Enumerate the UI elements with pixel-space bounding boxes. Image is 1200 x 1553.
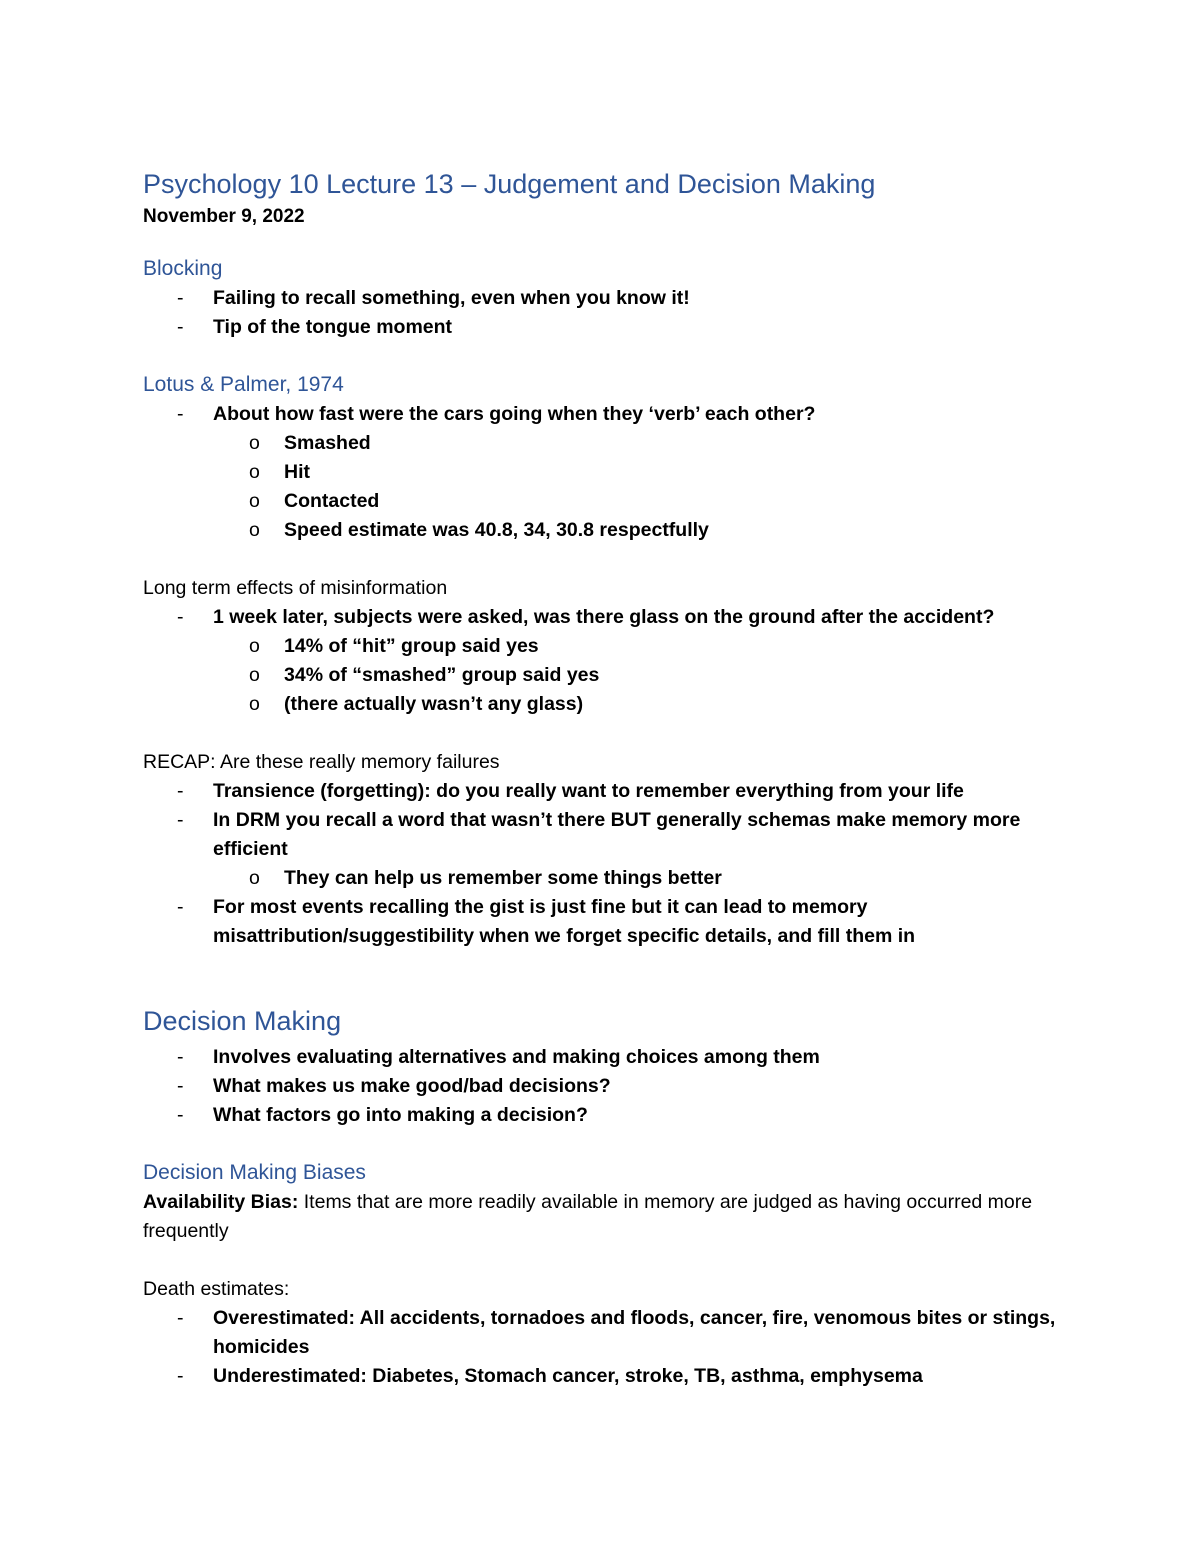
dash-bullet: - <box>177 1104 184 1126</box>
heading-long-term-effects: Long term effects of misinformation <box>143 577 448 599</box>
dash-bullet: - <box>177 403 184 425</box>
document-body <box>143 166 1073 1391</box>
dash-bullet: - <box>177 809 184 831</box>
dash-bullet: - <box>177 606 184 628</box>
circle-bullet: o <box>249 693 260 715</box>
list-item: - Involves evaluating alternatives and making choices among them <box>143 1043 1073 1072</box>
death-estimates-list <box>143 1304 1073 1391</box>
availability-bias-label: Availability Bias: <box>143 1191 299 1213</box>
dash-bullet: - <box>177 1307 184 1329</box>
lotus-list <box>143 400 1073 545</box>
sub-list-item: o 34% of “smashed” group said yes <box>213 661 1073 690</box>
circle-bullet: o <box>249 490 260 512</box>
dash-bullet: - <box>177 780 184 802</box>
dash-bullet: - <box>177 1365 184 1387</box>
sub-list-item: o Hit <box>213 458 1073 487</box>
availability-bias-text: Items that are more readily available in memory are judged as having occurred more frequently <box>143 1191 1033 1242</box>
circle-bullet: o <box>249 519 260 541</box>
list-item: - What makes us make good/bad decisions? <box>143 1072 1073 1101</box>
list-item: - 1 week later, subjects were asked, was there glass on the ground after the accident? o 14% of “hit” group said yes o 34% of “smashed” group said yes o (there actually wasn’t any glass) <box>143 603 1073 719</box>
lotus-sublist <box>213 429 1073 545</box>
recap-list <box>143 777 1073 951</box>
heading-death-estimates: Death estimates: <box>143 1278 290 1300</box>
heading-blocking: Blocking <box>143 257 223 280</box>
list-item: - Underestimated: Diabetes, Stomach cancer, stroke, TB, asthma, emphysema <box>143 1362 1073 1391</box>
list-item: - Failing to recall something, even when you know it! <box>143 284 1073 313</box>
list-item: - What factors go into making a decision? <box>143 1101 1073 1130</box>
dash-bullet: - <box>177 1046 184 1068</box>
dash-bullet: - <box>177 1075 184 1097</box>
blocking-list <box>143 284 1073 342</box>
recap-sublist <box>213 864 1073 893</box>
dash-bullet: - <box>177 896 184 918</box>
availability-bias-paragraph <box>143 1188 1073 1246</box>
heading-lotus-palmer: Lotus & Palmer, 1974 <box>143 373 344 396</box>
heading-decision-biases: Decision Making Biases <box>143 1161 366 1184</box>
circle-bullet: o <box>249 461 260 483</box>
heading-decision-making: Decision Making <box>143 1006 342 1036</box>
sub-list-item: o They can help us remember some things better <box>213 864 1073 893</box>
circle-bullet: o <box>249 664 260 686</box>
list-item: - In DRM you recall a word that wasn’t there BUT generally schemas make memory more efficient o They can help us remember some things better <box>143 806 1073 893</box>
page-title: Psychology 10 Lecture 13 – Judgement and Decision Making <box>143 169 876 199</box>
heading-recap: RECAP: Are these really memory failures <box>143 751 500 773</box>
list-item: - Tip of the tongue moment <box>143 313 1073 342</box>
sub-list-item: o Smashed <box>213 429 1073 458</box>
list-item: - Overestimated: All accidents, tornadoes and floods, cancer, fire, venomous bites or stings, homicides <box>143 1304 1073 1362</box>
circle-bullet: o <box>249 867 260 889</box>
circle-bullet: o <box>249 432 260 454</box>
sub-list-item: o Contacted <box>213 487 1073 516</box>
dash-bullet: - <box>177 287 184 309</box>
list-item: - About how fast were the cars going when they ‘verb’ each other? o Smashed o Hit o Contacted o Speed estimate was 40.8, 34, 30.8 respectfully <box>143 400 1073 545</box>
sub-list-item: o (there actually wasn’t any glass) <box>213 690 1073 719</box>
long-term-sublist <box>213 632 1073 719</box>
lecture-date: November 9, 2022 <box>143 206 305 227</box>
list-item: - For most events recalling the gist is just fine but it can lead to memory misattribution/suggestibility when we forget specific details, and fill them in <box>143 893 1073 951</box>
circle-bullet: o <box>249 635 260 657</box>
dash-bullet: - <box>177 316 184 338</box>
sub-list-item: o 14% of “hit” group said yes <box>213 632 1073 661</box>
long-term-list <box>143 603 1073 719</box>
list-item: - Transience (forgetting): do you really want to remember everything from your life <box>143 777 1073 806</box>
sub-list-item: o Speed estimate was 40.8, 34, 30.8 respectfully <box>213 516 1073 545</box>
decision-list <box>143 1043 1073 1130</box>
